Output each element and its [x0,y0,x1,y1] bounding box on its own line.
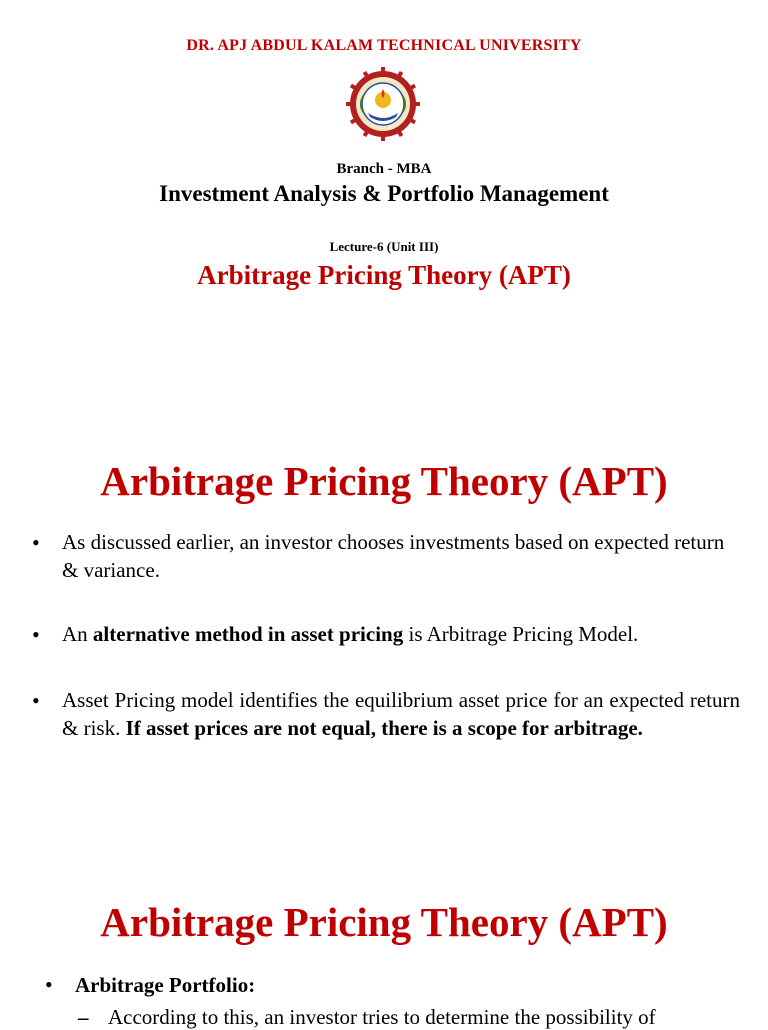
bullet-heading: Arbitrage Portfolio: [75,973,256,997]
bullet-icon: • [32,530,40,555]
university-name: DR. APJ ABDUL KALAM TECHNICAL UNIVERSITY [186,37,582,54]
bullet-icon: • [32,688,40,713]
bullet-text: Asset Pricing model identifies the equilibrium asset price for an expected return & risk. If asset prices are not equal, there is a scope for arbitrage. [62,688,740,740]
sub-bullet-dash-icon: – [78,1005,89,1029]
lecture-label: Lecture-6 (Unit III) [329,239,439,254]
lecture-subtitle: Arbitrage Pricing Theory (APT) [197,260,571,290]
bullet-icon: • [45,972,53,997]
slide-title: Arbitrage Pricing Theory (APT) [100,899,668,945]
bullet-text: As discussed earlier, an investor chooses investments based on expected return & variance. [62,530,725,582]
sub-bullet-text: According to this, an investor tries to determine the possibility of [108,1005,656,1029]
slide-title: Arbitrage Pricing Theory (APT) [100,458,668,504]
university-emblem-logo [346,67,420,141]
course-title: Investment Analysis & Portfolio Management [159,181,609,206]
branch-label: Branch - MBA [336,161,432,177]
bullet-text: An alternative method in asset pricing is Arbitrage Pricing Model. [62,622,639,646]
bullet-icon: • [32,622,40,647]
